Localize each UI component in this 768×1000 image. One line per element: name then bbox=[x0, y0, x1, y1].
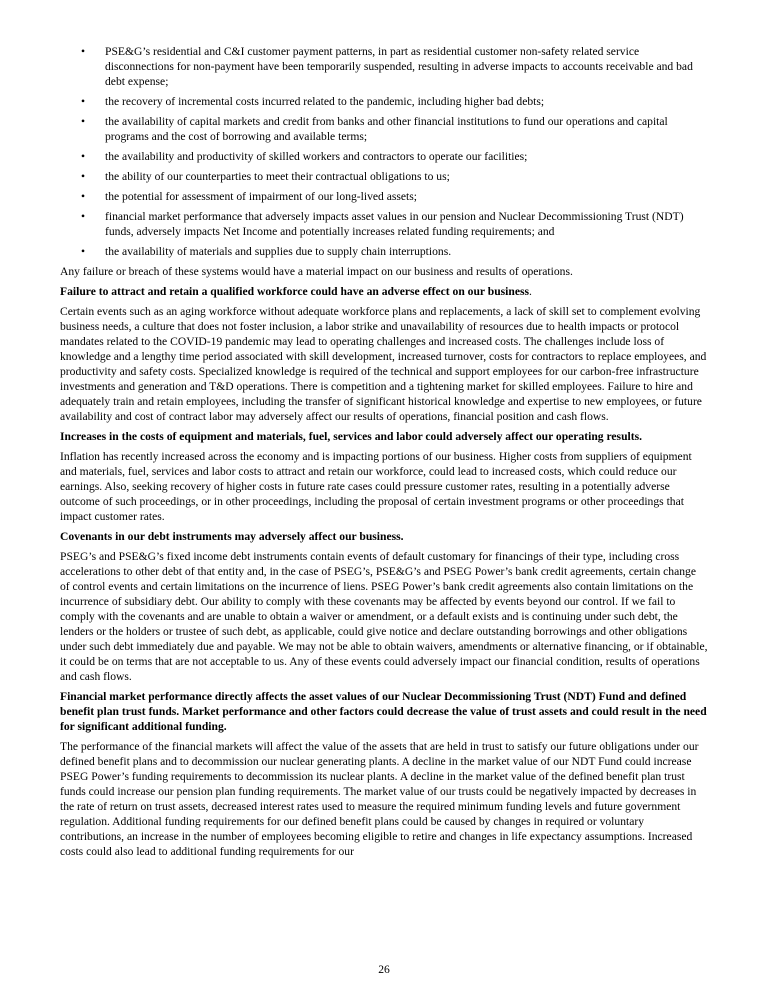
document-page bbox=[60, 44, 708, 864]
bullet-text: the availability of materials and supplies due to supply chain interruptions. bbox=[105, 245, 452, 258]
body-paragraph: Any failure or breach of these systems would have a material impact on our business and results of operations. bbox=[60, 265, 573, 278]
bullet-text: the ability of our counterparties to meet their contractual obligations to us; bbox=[105, 170, 450, 183]
bullet-marker: • bbox=[81, 245, 86, 258]
bullet-marker: • bbox=[81, 210, 86, 223]
heading-text: Failure to attract and retain a qualified workforce could have an adverse effect on our business bbox=[60, 285, 529, 298]
bullet-marker: • bbox=[81, 45, 86, 58]
bullet-item bbox=[60, 209, 708, 239]
risk-bullet-list bbox=[60, 44, 708, 259]
section-heading-covenants: Covenants in our debt instruments may adversely affect our business. bbox=[60, 530, 404, 543]
bullet-item bbox=[60, 114, 708, 144]
heading-period: . bbox=[529, 285, 532, 298]
bullet-item bbox=[60, 189, 708, 204]
section-heading-workforce bbox=[60, 284, 708, 299]
bullet-text: the availability of capital markets and credit from banks and other financial institutions to fund our operations and capital programs and the cost of borrowing and available terms; bbox=[105, 115, 668, 143]
bullet-marker: • bbox=[81, 115, 86, 128]
body-paragraph: The performance of the financial markets will affect the value of the assets that are held in trust to satisfy our future obligations under our defined benefit plans and to decommission our nuclear generating plants. A decline in the market value of our NDT Fund could increase PSEG Power’s funding requirements to decommission its nuclear plants. A decline in the market value of the defined benefit plan trust funds could increase our pension plan funding requirements. The market value of our trusts could be negatively impacted by decreases in the rate of return on trust assets, decreased interest rates used to measure the required minimum funding levels and future government regulation. Additional funding requirements for our defined benefit plans could be caused by changes in required or voluntary contributions, an increase in the number of employees becoming eligible to retire and changes in life expectancy assumptions. Increased costs could also lead to additional funding requirements for our bbox=[60, 740, 699, 858]
body-paragraph: Inflation has recently increased across the economy and is impacting portions of our business. Higher costs from suppliers of equipment and materials, fuel, services and labor costs to attract and retain our workforce, could lead to increased costs, which could reduce our earnings. Also, seeking recovery of higher costs in future rate cases could pressure customer rates, resulting in a potentially adverse outcome of such proceedings, or in other proceedings, including the proposal of certain investment programs or other proceedings that impact customer rates. bbox=[60, 450, 692, 523]
bullet-item bbox=[60, 44, 708, 89]
body-paragraph: Certain events such as an aging workforce without adequate workforce plans and replacements, a lack of skill set to complement evolving business needs, a culture that does not foster inclusion, a labor strike and unavailability of resources due to health impacts or protocol mandates related to the COVID-19 pandemic may lead to operating challenges and increased costs. The challenges include loss of knowledge and a lengthy time period associated with skill development, increased turnover, costs for contractors to replace employees, and productivity and safety costs. Specialized knowledge is required of the technical and support employees for our carbon-free infrastructure investments and generation and T&D operations. There is competition and a tightening market for skilled employees. Failure to hire and adequately train and retain employees, including the transfer of significant historical knowledge and expertise to new employees, or future availability and cost of contract labor may adversely affect our results of operations, financial position and cash flows. bbox=[60, 305, 707, 423]
section-heading-costs: Increases in the costs of equipment and materials, fuel, services and labor could adversely affect our operating results. bbox=[60, 430, 643, 443]
bullet-text: the availability and productivity of skilled workers and contractors to operate our facilities; bbox=[105, 150, 528, 163]
bullet-marker: • bbox=[81, 150, 86, 163]
bullet-text: the potential for assessment of impairment of our long-lived assets; bbox=[105, 190, 417, 203]
bullet-text: financial market performance that adversely impacts asset values in our pension and Nuclear Decommissioning Trust (NDT) funds, adversely impacts Net Income and potentially increases related funding requirements; and bbox=[105, 210, 684, 238]
bullet-marker: • bbox=[81, 190, 86, 203]
bullet-item bbox=[60, 244, 708, 259]
bullet-text: the recovery of incremental costs incurred related to the pandemic, including higher bad debts; bbox=[105, 95, 545, 108]
section-heading-ndt-fund: Financial market performance directly affects the asset values of our Nuclear Decommissioning Trust (NDT) Fund and defined benefit plan trust funds. Market performance and other factors could decrease the value of trust assets and could result in the need for significant additional funding. bbox=[60, 690, 707, 733]
bullet-marker: • bbox=[81, 170, 86, 183]
body-paragraph: PSEG’s and PSE&G’s fixed income debt instruments contain events of default customary for financings of their type, including cross accelerations to other debt of that entity and, in the case of PSEG’s, PSE&G’s and PSEG Power’s bank credit agreements, certain change of control events and certain limitations on the incurrence of liens. PSEG Power’s bank credit agreements also contain limitations on the incurrence of subsidiary debt. Our ability to comply with these covenants may be affected by events beyond our control. If we fail to comply with the covenants and are unable to obtain a waiver or amendment, or a default exists and is continuing under such debt, the lenders or the holders or trustee of such debt, as applicable, could give notice and declare outstanding borrowings and other obligations under such debt immediately due and payable. We may not be able to obtain waivers, amendments or alternative financing, or if obtainable, it could be on terms that are not acceptable to us. Any of these events could adversely impact our financial condition, results of operations and cash flows. bbox=[60, 550, 708, 683]
bullet-item bbox=[60, 94, 708, 109]
bullet-item bbox=[60, 169, 708, 184]
page-number: 26 bbox=[378, 963, 390, 976]
bullet-marker: • bbox=[81, 95, 86, 108]
bullet-item bbox=[60, 149, 708, 164]
bullet-text: PSE&G’s residential and C&I customer payment patterns, in part as residential customer non-safety related service disconnections for non-payment have been temporarily suspended, resulting in adverse impacts to accounts receivable and bad debt expense; bbox=[105, 45, 693, 88]
